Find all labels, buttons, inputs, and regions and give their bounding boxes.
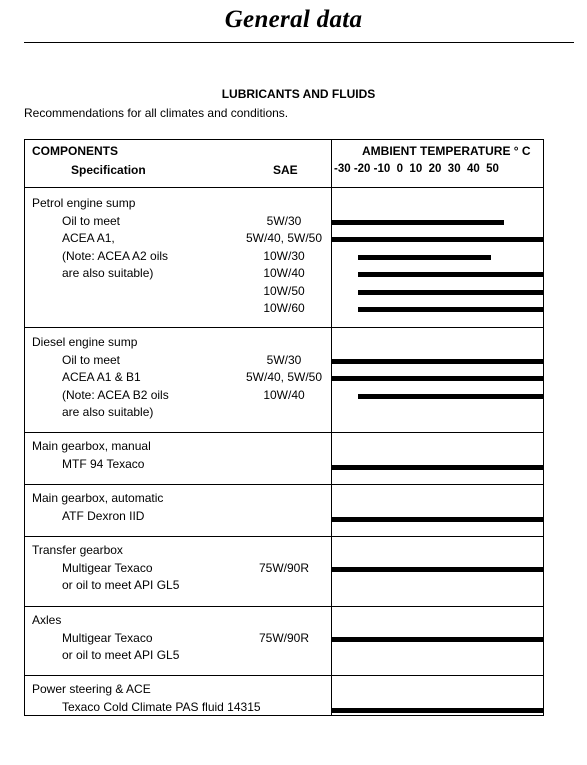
component-name: Diesel engine sump bbox=[32, 335, 138, 349]
specification-line: Multigear Texaco bbox=[62, 560, 153, 575]
temperature-range-bar bbox=[331, 465, 544, 470]
specification-line: are also suitable) bbox=[62, 266, 154, 280]
specification-line: Texaco Cold Climate PAS fluid 14315 bbox=[62, 699, 261, 714]
temperature-range-bar bbox=[331, 220, 504, 225]
specification-line: are also suitable) bbox=[62, 405, 154, 419]
temperature-range-bar bbox=[331, 376, 544, 381]
section-rule bbox=[24, 536, 544, 537]
specification-line: or oil to meet API GL5 bbox=[62, 578, 180, 592]
sae-grade: 10W/40 bbox=[263, 387, 305, 402]
component-name: Transfer gearbox bbox=[32, 543, 123, 557]
temperature-range-bar bbox=[358, 394, 544, 399]
sae-grade: 10W/50 bbox=[263, 283, 305, 298]
sae-grade: 5W/30 bbox=[266, 352, 302, 367]
section-rule bbox=[24, 606, 544, 607]
temperature-range-bar bbox=[331, 517, 544, 522]
ambient-temperature-header: AMBIENT TEMPERATURE ° C bbox=[362, 144, 531, 158]
specification-header: Specification bbox=[71, 163, 146, 177]
temperature-range-bar bbox=[331, 567, 544, 572]
sae-grade: 10W/30 bbox=[263, 248, 305, 263]
sae-grade: 5W/40, 5W/50 bbox=[245, 231, 323, 245]
temperature-range-bar bbox=[331, 237, 544, 242]
specification-line: ACEA A1 & B1 bbox=[62, 370, 141, 384]
sae-grade: 5W/30 bbox=[266, 213, 302, 228]
sae-header: SAE bbox=[273, 163, 298, 177]
sae-grade: 75W/90R bbox=[258, 630, 310, 645]
specification-line: (Note: ACEA A2 oils bbox=[62, 248, 169, 263]
components-header: COMPONENTS bbox=[32, 144, 119, 158]
section-rule bbox=[24, 327, 544, 328]
component-name: Main gearbox, automatic bbox=[32, 491, 164, 505]
section-rule bbox=[24, 432, 544, 433]
page-title: General data bbox=[224, 6, 363, 33]
component-name: Main gearbox, manual bbox=[32, 439, 151, 453]
sae-grade: 10W/60 bbox=[263, 301, 305, 315]
section-rule bbox=[24, 484, 544, 485]
temperature-range-bar bbox=[358, 255, 491, 260]
header-rule bbox=[24, 187, 544, 188]
component-name: Petrol engine sump bbox=[32, 196, 136, 210]
specification-line: ACEA A1, bbox=[62, 231, 115, 245]
temperature-range-bar bbox=[358, 290, 544, 295]
specification-line: MTF 94 Texaco bbox=[62, 456, 145, 471]
title-rule bbox=[24, 42, 574, 43]
specification-line: Oil to meet bbox=[62, 213, 121, 228]
component-name: Axles bbox=[32, 613, 62, 627]
specification-line: Multigear Texaco bbox=[62, 630, 153, 645]
sae-grade: 10W/40 bbox=[263, 266, 305, 280]
specification-line: (Note: ACEA B2 oils bbox=[62, 387, 169, 402]
sae-grade: 75W/90R bbox=[258, 560, 310, 575]
temperature-range-bar bbox=[331, 708, 544, 713]
section-rule bbox=[24, 675, 544, 676]
temperature-range-bar bbox=[358, 307, 544, 312]
section-heading: LUBRICANTS AND FLUIDS bbox=[221, 87, 376, 101]
temperature-range-bar bbox=[331, 359, 544, 364]
specification-line: Oil to meet bbox=[62, 352, 121, 367]
component-name: Power steering & ACE bbox=[32, 682, 151, 696]
specification-line: or oil to meet API GL5 bbox=[62, 648, 180, 662]
specification-line: ATF Dexron IID bbox=[62, 508, 145, 523]
temperature-range-bar bbox=[331, 637, 544, 642]
intro-text: Recommendations for all climates and conditions. bbox=[24, 106, 289, 120]
sae-grade: 5W/40, 5W/50 bbox=[245, 370, 323, 384]
temperature-scale: -30 -20 -10 0 10 20 30 40 50 bbox=[334, 163, 499, 175]
temperature-range-bar bbox=[358, 272, 544, 277]
